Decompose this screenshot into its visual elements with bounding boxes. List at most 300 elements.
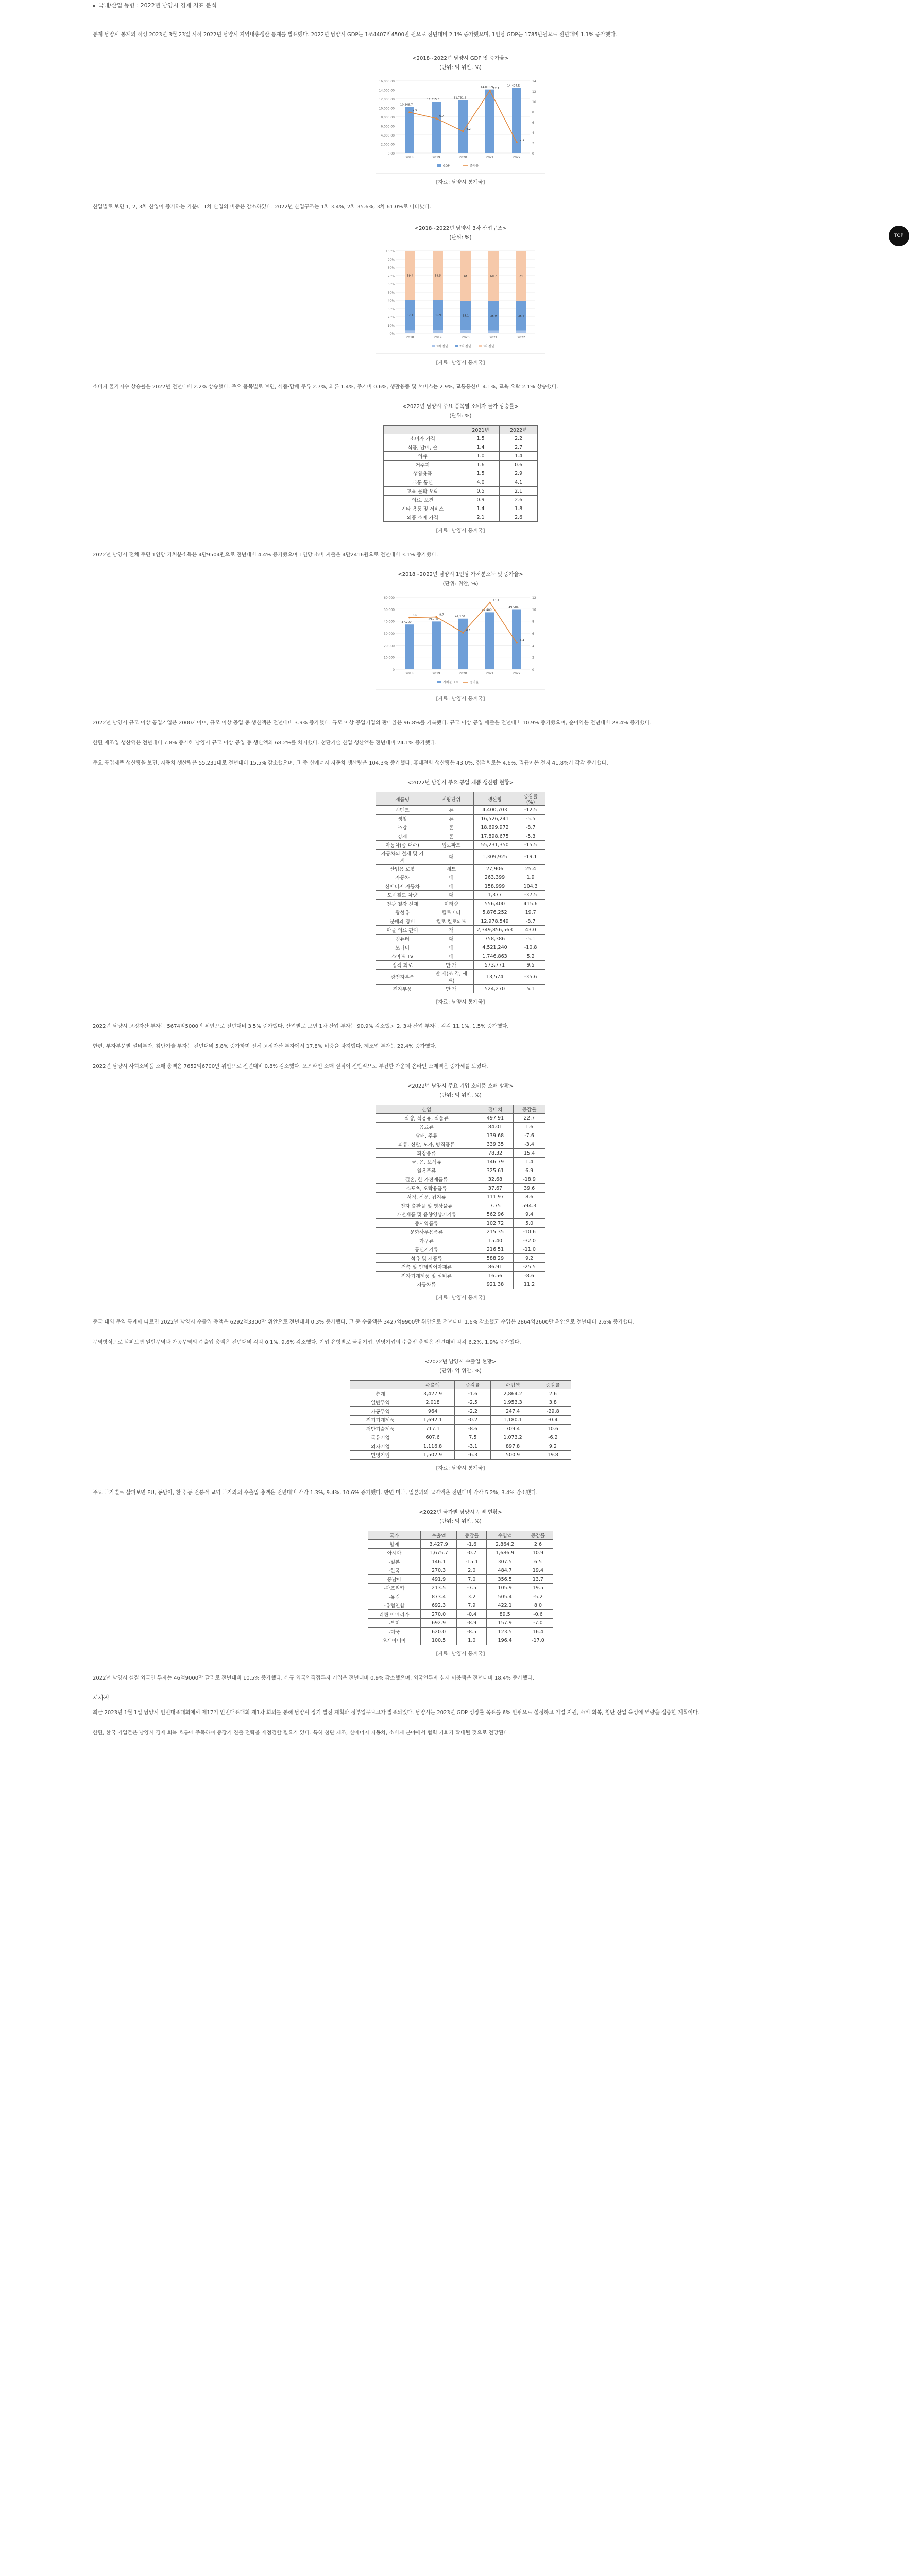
table-cell: 497.91 — [477, 1114, 513, 1123]
table-cell: 교육 문화 오락 — [384, 487, 462, 496]
growth-value-label: 6.7 — [439, 115, 444, 118]
table-cell: 1,377 — [473, 891, 516, 900]
table-cell: 25.4 — [516, 865, 545, 873]
y-tick-label: 50,000 — [384, 608, 395, 612]
table-cell: 대 — [429, 873, 473, 882]
table-cell: -35.6 — [516, 970, 545, 985]
growth-value-label: 8.7 — [439, 613, 444, 617]
table-cell: -5.1 — [516, 935, 545, 943]
table-cell: 873.4 — [420, 1592, 457, 1601]
table-caption: <2022년 남양시 주요 기업 소비품 소매 상황> — [407, 1083, 514, 1089]
table-cell: 100.5 — [420, 1636, 457, 1645]
y-tick-label: 6,000.00 — [381, 125, 395, 129]
column-header — [384, 426, 462, 434]
y-tick-label: 100% — [385, 250, 395, 253]
growth-point — [516, 642, 518, 644]
table-cell: 결혼, 한 가전제품류 — [376, 1175, 477, 1184]
table-cell: 16.4 — [523, 1628, 553, 1636]
table-cell: 생활용품 — [384, 469, 462, 478]
column-header: 증감률 — [455, 1381, 491, 1389]
y2-tick-label: 8 — [532, 620, 534, 624]
table-cell: 오세아니아 — [368, 1636, 421, 1645]
table-cell: 8.6 — [514, 1193, 545, 1201]
table-row — [376, 850, 545, 865]
table-cell: 27,906 — [473, 865, 516, 873]
column-header: 수입액 — [487, 1531, 523, 1540]
table-row — [350, 1442, 571, 1451]
table-cell: -37.5 — [516, 891, 545, 900]
column-header: 수출액 — [411, 1381, 454, 1389]
table-cell: 민영기업 — [350, 1451, 411, 1460]
scroll-top-button[interactable]: TOP — [889, 226, 909, 246]
table-cell: 1.4 — [462, 443, 500, 452]
table-cell: 270.3 — [420, 1566, 457, 1575]
table-cell: -2.5 — [455, 1398, 491, 1407]
table-cell: 78.32 — [477, 1149, 513, 1158]
table-cell: 금, 은, 보석류 — [376, 1158, 477, 1166]
y2-tick-label: 10 — [532, 608, 536, 612]
table-header-row — [376, 1105, 545, 1114]
table-cell: 조강 — [376, 823, 429, 832]
bar-segment — [405, 330, 415, 333]
table-source: [자료: 남양시 통계국] — [436, 999, 485, 1005]
table-cell: 89.5 — [487, 1610, 523, 1619]
column-header: 산업 — [376, 1105, 477, 1114]
table-row — [376, 926, 545, 935]
table-cell: 146.79 — [477, 1158, 513, 1166]
legend-swatch — [432, 345, 435, 347]
segment-value-label: 35.6 — [518, 315, 525, 318]
chart-caption: <2018~2022년 남양시 1인당 가처분소득 및 증가율> — [398, 572, 523, 578]
table-cell: -5.2 — [523, 1592, 553, 1601]
table-cell: 139.68 — [477, 1131, 513, 1140]
table-cell: 102.72 — [477, 1219, 513, 1228]
table-cell: 709.4 — [491, 1425, 535, 1433]
table-cell: 중서약품류 — [376, 1219, 477, 1228]
table-row — [376, 935, 545, 943]
table-cell: -1.6 — [455, 1389, 491, 1398]
column-header: 증감률(%) — [516, 792, 545, 806]
table-cell: 대 — [429, 882, 473, 891]
legend-label: 가처분 소득 — [443, 681, 459, 684]
table-cell: -10.8 — [516, 943, 545, 952]
table-cell: 157.9 — [487, 1619, 523, 1628]
table-cell: 12,978,549 — [473, 917, 516, 926]
table-cell: 216.51 — [477, 1245, 513, 1254]
y-tick-label: 0% — [389, 332, 395, 336]
y2-tick-label: 0 — [532, 152, 534, 156]
table-caption: <2022년 국가별 남양시 무역 현황> — [419, 1510, 502, 1515]
table-row — [368, 1619, 553, 1628]
table-cell: 16.56 — [477, 1272, 513, 1280]
table-cell: 562.96 — [477, 1210, 513, 1219]
table-row — [384, 513, 538, 522]
table-cell: 자동차 — [376, 873, 429, 882]
bar-value-label: 11,315.8 — [427, 98, 440, 101]
paragraph: 소비자 물가지수 상승률은 2022년 전년대비 2.2% 상승했다. 주요 품목별로 보면, 식품·담배 주류 2.7%, 의류 1.4%, 주거비 0.6%, 생활용품 및 서비스는 2.9%, 교통통신비 4.1%, 교육 오락 2.1% 상승했다. — [93, 384, 558, 390]
table-cell: 16,526,241 — [473, 815, 516, 823]
table-row — [376, 815, 545, 823]
table-cell: -25.5 — [514, 1263, 545, 1272]
table-cell: 동남아 — [368, 1575, 421, 1584]
table-row — [384, 434, 538, 443]
table-row — [376, 1228, 545, 1236]
legend-swatch — [437, 681, 441, 683]
bar-value-label: 14,407.5 — [507, 84, 520, 88]
table-cell: 500.9 — [491, 1451, 535, 1460]
table-cell: 11.2 — [514, 1280, 545, 1289]
table-cell: -15.1 — [457, 1557, 487, 1566]
bar-value-label: 37,200 — [401, 621, 412, 624]
table-row — [350, 1389, 571, 1398]
article — [77, 0, 844, 1748]
table-cell: 524,270 — [473, 985, 516, 993]
growth-point — [462, 130, 464, 132]
table-cell: 대 — [429, 952, 473, 961]
table-cell: 1.8 — [500, 504, 538, 513]
legend-label: 1차 산업 — [436, 345, 449, 348]
table-row — [376, 1131, 545, 1140]
table-cell: -12.5 — [516, 806, 545, 815]
growth-point — [435, 117, 437, 120]
y-tick-label: 0.00 — [387, 152, 395, 156]
table-row — [376, 952, 545, 961]
chart-source: [자료: 남양시 통계국] — [436, 180, 485, 185]
table-cell: 43.0 — [516, 926, 545, 935]
table-cell: 만 개 — [429, 961, 473, 970]
table-cell: 음료류 — [376, 1123, 477, 1131]
legend-label: 2차 산업 — [459, 345, 472, 348]
table-row — [384, 461, 538, 469]
table-cell: 1,502.9 — [411, 1451, 454, 1460]
bar — [405, 107, 414, 153]
y-tick-label: 20,000 — [384, 644, 395, 648]
table-cell: 32.68 — [477, 1175, 513, 1184]
growth-point — [408, 111, 411, 113]
y-tick-label: 4,000.00 — [381, 134, 395, 138]
growth-value-label: 11.1 — [493, 599, 500, 602]
table-cell: 대 — [429, 935, 473, 943]
table-cell: 자동차(종 대수) — [376, 841, 429, 850]
column-header: 제품명 — [376, 792, 429, 806]
table-cell: 광섬유 — [376, 908, 429, 917]
table-cell: -한국 — [368, 1566, 421, 1575]
table-row — [376, 1201, 545, 1210]
table-caption: <2022년 남양시 수출입 현황> — [424, 1359, 497, 1365]
table-cell: 1.5 — [462, 434, 500, 443]
table-cell: 전광 철강 선재 — [376, 900, 429, 908]
table-cell: 1.4 — [514, 1158, 545, 1166]
table-cell: 담배, 주류 — [376, 1131, 477, 1140]
table-row — [368, 1557, 553, 1566]
y-tick-label: 10,000 — [384, 656, 395, 660]
x-tick-label: 2021 — [489, 336, 498, 340]
table-cell: 톤 — [429, 823, 473, 832]
y-tick-label: 30,000 — [384, 632, 395, 636]
table-cell: 스마트 TV — [376, 952, 429, 961]
segment-value-label: 59.4 — [406, 274, 414, 278]
table-cell: 6.5 — [523, 1557, 553, 1566]
table-cell: 2.7 — [500, 443, 538, 452]
table-cell: 자동차류 — [376, 1280, 477, 1289]
table-cell: 문화사무용품류 — [376, 1228, 477, 1236]
table-cell: -18.9 — [514, 1175, 545, 1184]
table-cell: 만 개(조 각, 세트) — [429, 970, 473, 985]
table-row — [350, 1433, 571, 1442]
table-cell: 화장품류 — [376, 1149, 477, 1158]
table-cell: 7.75 — [477, 1201, 513, 1210]
table-cell: 717.1 — [411, 1425, 454, 1433]
table-cell: 105.9 — [487, 1584, 523, 1592]
bar-value-label: 39,700 — [428, 618, 438, 621]
segment-value-label: 36.9 — [434, 314, 441, 317]
table-row — [376, 900, 545, 908]
table-cell: 광전자부품 — [376, 970, 429, 985]
table-cell: 86.91 — [477, 1263, 513, 1272]
segment-value-label: 61 — [519, 275, 523, 278]
table-cell: 491.9 — [420, 1575, 457, 1584]
column-header: 2021년 — [462, 426, 500, 434]
table-cell: 가구류 — [376, 1236, 477, 1245]
table-cell: 607.6 — [411, 1433, 454, 1442]
table-header-row — [368, 1531, 553, 1540]
bar — [485, 90, 494, 153]
table-row — [376, 1219, 545, 1228]
table-cell: 대 — [429, 850, 473, 865]
table-cell: -일본 — [368, 1557, 421, 1566]
chart-source: [자료: 남양시 통계국] — [436, 360, 485, 366]
table-cell: 1,180.1 — [491, 1416, 535, 1425]
table-cell: 2.9 — [500, 469, 538, 478]
table-cell: 업로파트 — [429, 841, 473, 850]
table-cell: 미터량 — [429, 900, 473, 908]
table-row — [376, 1272, 545, 1280]
table-cell: 1.0 — [457, 1636, 487, 1645]
table-row — [376, 1245, 545, 1254]
column-header: 증감률 — [457, 1531, 487, 1540]
table-source: [자료: 남양시 통계국] — [436, 1651, 485, 1657]
table-cell: 9.4 — [514, 1210, 545, 1219]
table-cell: 10.9 — [523, 1549, 553, 1557]
table-cell: 3.2 — [457, 1592, 487, 1601]
y-tick-label: 16,000.00 — [379, 80, 395, 83]
table-cell: 가공무역 — [350, 1407, 411, 1416]
table-cell: -19.1 — [516, 850, 545, 865]
table-cell: 국유기업 — [350, 1433, 411, 1442]
table-cell: 921.38 — [477, 1280, 513, 1289]
chart-unit: (단위: %) — [449, 235, 472, 241]
table-cell: 집적 회로 — [376, 961, 429, 970]
table-cell: 0.9 — [462, 496, 500, 504]
table-row — [376, 1166, 545, 1175]
table-cell: 전자기계제품 및 설비류 — [376, 1272, 477, 1280]
y-tick-label: 20% — [387, 316, 395, 319]
chart-unit: (단위: 억 위안, %) — [439, 65, 482, 71]
table-cell: 84.01 — [477, 1123, 513, 1131]
table-cell: 석유 및 제품류 — [376, 1254, 477, 1263]
production-table — [376, 792, 545, 993]
table-cell: 1,686.9 — [487, 1549, 523, 1557]
table-caption: <2022년 남양시 주요 품목별 소비자 물가 상승률> — [402, 404, 519, 410]
x-tick-label: 2021 — [486, 156, 494, 159]
table-cell: -미국 — [368, 1628, 421, 1636]
table-row — [368, 1575, 553, 1584]
table-cell: 556,400 — [473, 900, 516, 908]
segment-value-label: 61 — [464, 275, 468, 278]
trade-table — [350, 1380, 571, 1460]
table-cell: 전기기계제품 — [350, 1416, 411, 1425]
table-cell: 1,073.2 — [491, 1433, 535, 1442]
table-cell: 0.5 — [462, 487, 500, 496]
table-cell: -7.0 — [523, 1619, 553, 1628]
table-cell: 263,399 — [473, 873, 516, 882]
table-row — [384, 478, 538, 487]
y2-tick-label: 4 — [532, 131, 534, 135]
growth-value-label: 8.6 — [413, 614, 417, 617]
table-cell: 19.4 — [523, 1566, 553, 1575]
table-cell: 7.9 — [457, 1601, 487, 1610]
table-cell: 422.1 — [487, 1601, 523, 1610]
table-cell: -북미 — [368, 1619, 421, 1628]
bar-value-label: 11,731.9 — [453, 96, 467, 100]
table-cell: 897.8 — [491, 1442, 535, 1451]
table-cell: 307.5 — [487, 1557, 523, 1566]
table-cell: -8.6 — [455, 1425, 491, 1433]
bar — [432, 102, 441, 153]
paragraph: 통계 남양시 통계의 작성 2023년 3월 23일 시작 2022년 남양시 지역내총생산 통계를 발표했다. 2022년 남양시 GDP는 1조4407억4500만 원으로 전년대비 2.1% 증가했으며, 1인당 GDP는 1785만원으로 전년대비 1.1% 증가했다. — [93, 32, 617, 38]
table-cell: 2.6 — [535, 1389, 571, 1398]
table-row — [376, 865, 545, 873]
column-header: 계량단위 — [429, 792, 473, 806]
table-cell: 1.5 — [462, 469, 500, 478]
table-cell: 1.4 — [500, 452, 538, 461]
table-cell: -유럽 — [368, 1592, 421, 1601]
table-row — [384, 452, 538, 461]
table-cell: 9.2 — [514, 1254, 545, 1263]
table-header-row — [350, 1381, 571, 1389]
table-cell: 의류, 신발, 모자, 방직품류 — [376, 1140, 477, 1149]
table-cell: 55,231,350 — [473, 841, 516, 850]
growth-point — [489, 90, 491, 92]
bar-value-label: 10,209.7 — [400, 103, 413, 107]
chart-unit: (단위: 위안, %) — [442, 581, 479, 587]
table-row — [376, 841, 545, 850]
table-caption: <2022년 남양시 주요 공업 제품 생산량 현황> — [407, 780, 514, 786]
paragraph: 2022년 남양시 전체 주민 1인당 가처분소득은 4만9504원으로 전년대비 4.4% 증가했으며 1인당 소비 지출은 4만2416원으로 전년대비 3.1% 증가했다. — [93, 552, 438, 558]
table-cell: 외품 소매 가격 — [384, 513, 462, 522]
column-header: 수입액 — [491, 1381, 535, 1389]
table-row — [376, 832, 545, 841]
table-cell: 첨단기술제품 — [350, 1425, 411, 1433]
column-header: 2022년 — [500, 426, 538, 434]
bar-value-label: 14,096.9 — [480, 86, 493, 89]
x-tick-label: 2021 — [486, 672, 494, 675]
legend-label: 3차 산업 — [483, 345, 495, 348]
bar-segment — [488, 331, 499, 333]
growth-value-label: 2.1 — [520, 139, 524, 142]
table-row — [376, 1140, 545, 1149]
table-cell: 분배와 장비 — [376, 917, 429, 926]
table-row — [376, 1149, 545, 1158]
y-tick-label: 40,000 — [384, 620, 395, 624]
x-tick-label: 2018 — [405, 672, 414, 675]
y2-tick-label: 12 — [532, 90, 536, 94]
table-cell: 모니터 — [376, 943, 429, 952]
column-header: 증감률 — [535, 1381, 571, 1389]
table-cell: 세트 — [429, 865, 473, 873]
legend-swatch — [479, 345, 482, 347]
y2-tick-label: 10 — [532, 100, 536, 104]
table-cell: -6.3 — [455, 1451, 491, 1460]
x-tick-label: 2022 — [517, 336, 525, 340]
table-cell: -8.7 — [516, 917, 545, 926]
table-cell: -7.5 — [457, 1584, 487, 1592]
bar-segment — [516, 331, 526, 333]
column-header: 절대치 — [477, 1105, 513, 1114]
table-cell: 전자 출판물 및 영상물류 — [376, 1201, 477, 1210]
table-cell: 1.9 — [516, 873, 545, 882]
table-cell: 215.35 — [477, 1228, 513, 1236]
outlook-heading: 시사점 — [93, 1694, 109, 1701]
country-table — [368, 1531, 553, 1645]
table-cell: 도시철도 차량 — [376, 891, 429, 900]
table-row — [376, 891, 545, 900]
x-tick-label: 2018 — [405, 156, 414, 159]
table-row — [368, 1636, 553, 1645]
table-row — [376, 908, 545, 917]
table-cell: -0.2 — [455, 1416, 491, 1425]
column-header: 생산량 — [473, 792, 516, 806]
column-header — [350, 1381, 411, 1389]
table-cell: 758,386 — [473, 935, 516, 943]
table-source: [자료: 남양시 통계국] — [436, 1295, 485, 1301]
column-header: 국가 — [368, 1531, 421, 1540]
table-cell: 7.0 — [457, 1575, 487, 1584]
chart-source: [자료: 남양시 통계국] — [436, 696, 485, 702]
bar — [432, 621, 441, 669]
bar-value-label: 42,100 — [455, 615, 465, 618]
table-cell: 356.5 — [487, 1575, 523, 1584]
table-cell: 2.6 — [500, 513, 538, 522]
table-cell: 247.4 — [491, 1407, 535, 1416]
table-unit: (단위: %) — [449, 413, 472, 419]
table-cell: -8.9 — [457, 1619, 487, 1628]
y2-tick-label: 8 — [532, 111, 534, 114]
paragraph: 한편 제조업 생산액은 전년대비 7.8% 증가해 남양시 규모 이상 공업 총 생산액의 68.2%를 차지했다. 첨단기술 산업 생산액은 전년대비 24.1% 증가했다. — [93, 740, 437, 746]
table-cell: 건축 및 인테리어자재류 — [376, 1263, 477, 1272]
table-cell: 270.0 — [420, 1610, 457, 1619]
table-unit: (단위: 억 위안, %) — [439, 1093, 482, 1098]
table-cell: 484.7 — [487, 1566, 523, 1575]
table-row — [376, 806, 545, 815]
table-row — [368, 1540, 553, 1549]
table-cell: 39.6 — [514, 1184, 545, 1193]
table-cell: 대 — [429, 943, 473, 952]
table-cell: 2.6 — [500, 496, 538, 504]
table-cell: 킬로 킬로와트 — [429, 917, 473, 926]
bar — [485, 612, 494, 669]
table-source: [자료: 남양시 통계국] — [436, 1466, 485, 1471]
table-cell: 일반무역 — [350, 1398, 411, 1407]
table-cell: 1.4 — [462, 504, 500, 513]
table-row — [376, 873, 545, 882]
growth-point — [408, 617, 411, 619]
table-row — [376, 1263, 545, 1272]
table-cell: 2,864.2 — [491, 1389, 535, 1398]
growth-point — [435, 616, 437, 618]
y-tick-label: 8,000.00 — [381, 116, 395, 120]
table-row — [368, 1592, 553, 1601]
